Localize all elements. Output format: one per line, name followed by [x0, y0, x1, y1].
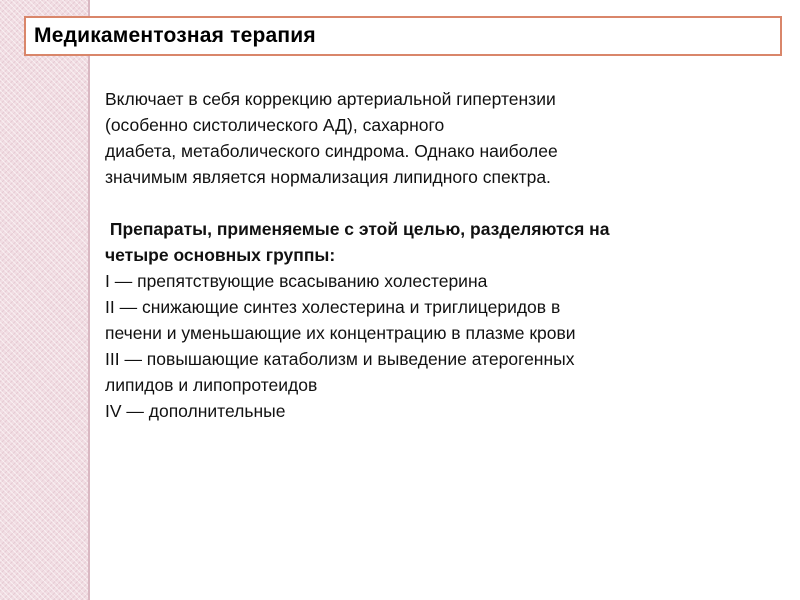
intro-line: Включает в себя коррекцию артериальной гипертензии: [105, 89, 556, 109]
group-line: IV — дополнительные: [105, 401, 286, 421]
groups-heading-line: четыре основных группы:: [105, 245, 336, 265]
groups-list: [105, 268, 765, 424]
intro-paragraph: [105, 86, 765, 190]
group-line: липидов и липопротеидов: [105, 375, 318, 395]
slide-content: [105, 86, 765, 424]
group-line: III — повышающие катаболизм и выведение атерогенных: [105, 349, 575, 369]
paragraph-spacer: [105, 190, 765, 216]
decorative-side-stripe: [0, 0, 88, 600]
intro-line: значимым является нормализация липидного спектра.: [105, 167, 551, 187]
groups-heading: [105, 216, 765, 268]
group-line: II — снижающие синтез холестерина и триглицеридов в: [105, 297, 561, 317]
groups-heading-line: Препараты, применяемые с этой целью, разделяются на: [105, 219, 610, 239]
group-line: I — препятствующие всасыванию холестерина: [105, 271, 488, 291]
intro-line: диабета, метаболического синдрома. Однако наиболее: [105, 141, 558, 161]
intro-line: (особенно систолического АД), сахарного: [105, 115, 445, 135]
group-line: печени и уменьшающие их концентрацию в плазме крови: [105, 323, 576, 343]
side-divider: [88, 0, 90, 600]
title-box: [24, 16, 782, 56]
slide-title: Медикаментозная терапия: [34, 24, 316, 47]
